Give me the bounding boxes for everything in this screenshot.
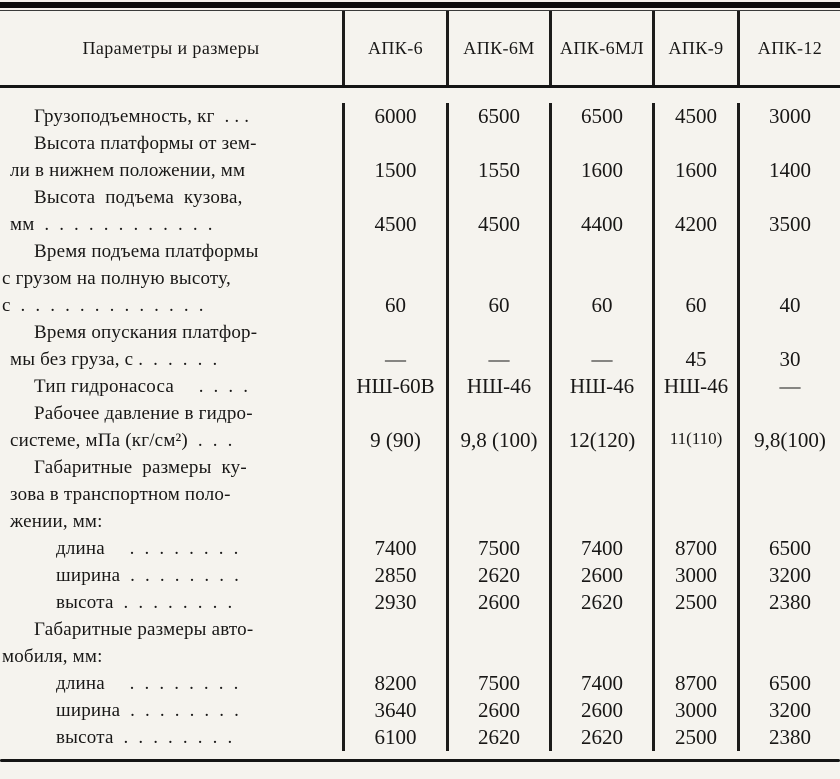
cell-value: 1500	[345, 130, 449, 184]
cell-value	[449, 616, 552, 670]
row-label: ширина . . . . . . . .	[56, 700, 240, 721]
cell-value: 8200	[345, 670, 449, 697]
cell-value	[740, 454, 840, 535]
cell-value: 2930	[345, 589, 449, 616]
row-label: Грузоподъемность, кг . . .	[34, 106, 250, 127]
row-label: системе, мПа (кг/см²) . . .	[10, 430, 233, 451]
table-row	[0, 670, 840, 697]
cell-value: 3640	[345, 697, 449, 724]
cell-value	[345, 454, 449, 535]
header-col-apk6m: АПК-6М	[449, 11, 552, 85]
header-param-column: Параметры и размеры	[0, 11, 345, 85]
cell-value: 2620	[552, 724, 655, 751]
cell-value: 2600	[449, 697, 552, 724]
table-row	[0, 589, 840, 616]
cell-value: 2380	[769, 725, 811, 749]
cell-value: 45	[655, 319, 740, 373]
cell-value	[740, 616, 840, 670]
cell-value: 3200	[769, 698, 811, 722]
cell-value: НШ-46	[655, 373, 740, 400]
table-row	[0, 697, 840, 724]
row-label: Время подъема платформы	[34, 241, 259, 262]
header-col-apk12: АПК-12	[757, 37, 823, 58]
row-label: высота . . . . . . . .	[56, 727, 233, 748]
cell-value: 6500	[552, 103, 655, 130]
cell-value: НШ-46	[449, 373, 552, 400]
table-row	[0, 184, 840, 238]
row-label: ширина . . . . . . . .	[56, 565, 240, 586]
cell-value	[655, 616, 740, 670]
cell-value: 3000	[769, 104, 811, 128]
cell-value: 7500	[449, 535, 552, 562]
cell-value: —	[449, 319, 552, 373]
cell-value: 2620	[552, 589, 655, 616]
cell-value: 8700	[655, 670, 740, 697]
table-row	[0, 724, 840, 751]
row-label: длина . . . . . . . .	[56, 673, 239, 694]
row-label: Габаритные размеры ку-	[34, 457, 247, 478]
row-label: длина . . . . . . . .	[56, 538, 239, 559]
row-label: Тип гидронасоса . . . .	[34, 376, 249, 397]
cell-value: 2500	[655, 724, 740, 751]
cell-value: 2620	[449, 562, 552, 589]
cell-value: 4500	[449, 184, 552, 238]
cell-value	[655, 454, 740, 535]
cell-value: 2850	[345, 562, 449, 589]
cell-value	[552, 454, 655, 535]
cell-value: 6100	[345, 724, 449, 751]
cell-value: 3500	[769, 212, 811, 236]
cell-value: 60	[552, 238, 655, 319]
bottom-rule	[0, 759, 840, 762]
cell-value: 8700	[655, 535, 740, 562]
cell-value: 9,8(100)	[754, 428, 826, 452]
row-label: мобиля, мм:	[2, 646, 103, 667]
cell-value: 7500	[449, 670, 552, 697]
cell-value: 1600	[552, 130, 655, 184]
row-label: Высота подъема кузова,	[34, 187, 243, 208]
cell-value: 3200	[769, 563, 811, 587]
table-row	[0, 103, 840, 130]
row-label: мм . . . . . . . . . . . .	[10, 214, 213, 235]
table-row	[0, 130, 840, 184]
cell-value: 4200	[655, 184, 740, 238]
cell-value: 6500	[769, 536, 811, 560]
cell-value: 2600	[552, 562, 655, 589]
cell-value: —	[345, 319, 449, 373]
cell-value: 12(120)	[552, 400, 655, 454]
cell-value: 6000	[345, 103, 449, 130]
row-label: зова в транспортном поло-	[10, 484, 231, 505]
row-label: Время опускания платфор-	[34, 322, 258, 343]
cell-value: 30	[779, 347, 801, 371]
table-row	[0, 373, 840, 400]
cell-value: НШ-60В	[345, 373, 449, 400]
cell-value: 2500	[655, 589, 740, 616]
row-label: Высота платформы от зем-	[34, 133, 257, 154]
cell-value: 9,8 (100)	[449, 400, 552, 454]
cell-value: 1600	[655, 130, 740, 184]
cell-value: 11(110)	[655, 400, 740, 454]
top-rule-thick	[0, 2, 840, 8]
cell-value: 2620	[449, 724, 552, 751]
cell-value: 4500	[655, 103, 740, 130]
row-label: высота . . . . . . . .	[56, 592, 233, 613]
table-row	[0, 616, 840, 670]
cell-value: 2600	[449, 589, 552, 616]
row-label: ли в нижнем положении, мм	[10, 160, 246, 181]
row-label: мы без груза, с . . . . . .	[10, 349, 218, 370]
cell-value	[345, 616, 449, 670]
table-row	[0, 454, 840, 535]
cell-value: 4400	[552, 184, 655, 238]
cell-value: 2600	[552, 697, 655, 724]
cell-value: 7400	[345, 535, 449, 562]
cell-value	[449, 454, 552, 535]
cell-value: 60	[655, 238, 740, 319]
table-row	[0, 319, 840, 373]
cell-value: НШ-46	[552, 373, 655, 400]
cell-value: 6500	[449, 103, 552, 130]
cell-value: 4500	[345, 184, 449, 238]
header-col-apk6ml: АПК-6МЛ	[552, 11, 655, 85]
cell-value: 7400	[552, 535, 655, 562]
header-col-apk9: АПК-9	[655, 11, 740, 85]
cell-value: 9 (90)	[345, 400, 449, 454]
cell-value: —	[779, 374, 801, 398]
cell-value: 3000	[655, 697, 740, 724]
cell-value: 60	[449, 238, 552, 319]
table-row	[0, 535, 840, 562]
cell-value: 60	[345, 238, 449, 319]
cell-value: 3000	[655, 562, 740, 589]
cell-value: 1550	[449, 130, 552, 184]
table-row	[0, 238, 840, 319]
table-header-row	[0, 11, 840, 88]
header-col-apk6: АПК-6	[345, 11, 449, 85]
table-body	[0, 88, 840, 751]
cell-value: 1400	[769, 158, 811, 182]
table-row	[0, 400, 840, 454]
row-label: с . . . . . . . . . . . . .	[2, 295, 204, 316]
table-row	[0, 562, 840, 589]
cell-value: 6500	[769, 671, 811, 695]
cell-value: 40	[779, 293, 801, 317]
row-label: жении, мм:	[10, 511, 103, 532]
cell-value	[552, 616, 655, 670]
scanned-table-page	[0, 2, 840, 779]
row-label: Рабочее давление в гидро-	[34, 403, 253, 424]
cell-value: —	[552, 319, 655, 373]
cell-value: 2380	[769, 590, 811, 614]
row-label: с грузом на полную высоту,	[2, 268, 231, 289]
cell-value: 7400	[552, 670, 655, 697]
row-label: Габаритные размеры авто-	[34, 619, 254, 640]
